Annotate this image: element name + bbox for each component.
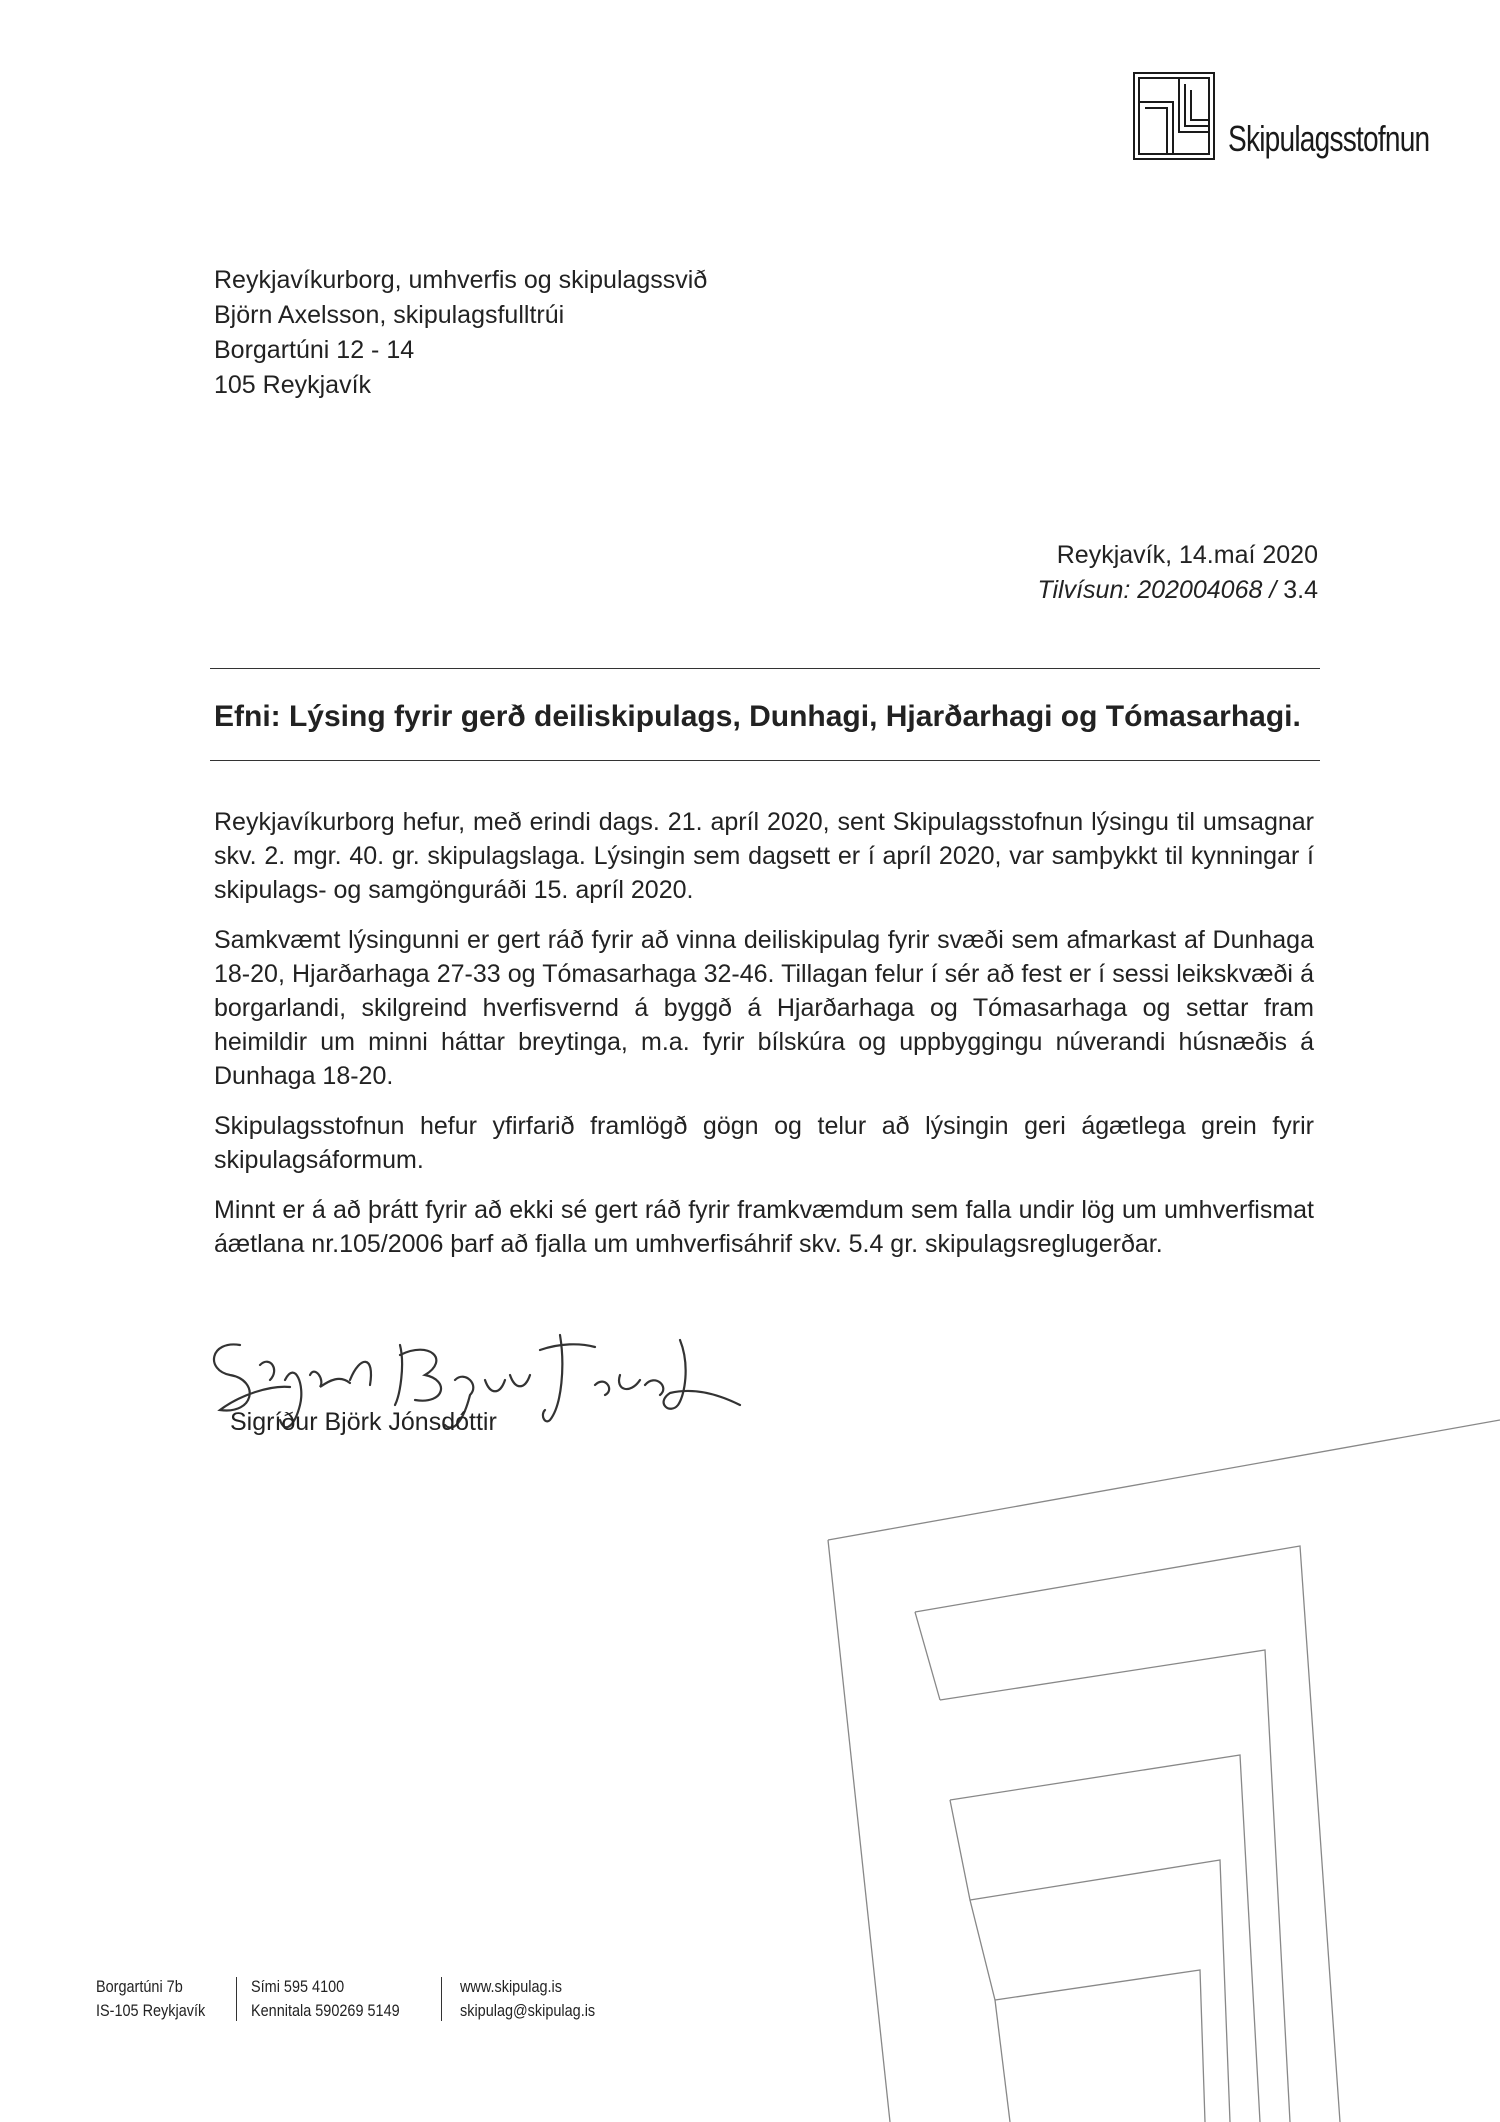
logo-wordmark: Skipulagsstofnun: [1228, 118, 1430, 159]
recipient-line: Björn Axelsson, skipulagsfulltrúi: [214, 301, 565, 329]
footer-phone: Sími 595 4100: [251, 1977, 345, 1996]
footer-address: [96, 1975, 205, 2023]
footer-separator: [441, 1977, 442, 2021]
recipient-line: 105 Reykjavík: [214, 371, 372, 399]
body-paragraph: Samkvæmt lýsingunni er gert ráð fyrir að vinna deiliskipulag fyrir svæði sem afmarkast af Dunhaga 18-20, Hjarðarhaga 27-33 og Tómasarhaga 32-46. Tillagan felur í sér að fest er í sessi leikskvæði á borgarlandi, skilgreind hverfisvernd á byggð á Hjarðarhaga og Tómasarhaga og settar fram heimildir um minni háttar breytinga, m.a. fyrir bílskúra og uppbyggingu núverandi húsnæðis á Dunhaga 18-20.: [214, 926, 1314, 1090]
footer-separator: [236, 1977, 237, 2021]
letter-date: Reykjavík, 14.maí 2020: [1056, 541, 1318, 569]
decorative-logo-watermark-icon: [820, 1380, 1500, 2122]
skipulagsstofnun-logo-icon: [1133, 72, 1215, 160]
handwritten-signature: [200, 1325, 760, 1465]
date-block: [1037, 538, 1318, 608]
footer-kennitala: Kennitala 590269 5149: [251, 2001, 400, 2020]
recipient-line: Borgartúni 12 - 14: [214, 336, 415, 364]
reference-label: Tilvísun: 202004068 /: [1037, 576, 1277, 604]
reference-suffix: 3.4: [1276, 576, 1318, 604]
footer-contact: [251, 1975, 400, 2023]
letter-body: [214, 805, 1314, 1277]
signer-name: Sigríður Björk Jónsdóttir: [230, 1408, 497, 1436]
subject-line: Efni: Lýsing fyrir gerð deiliskipulags, Dunhagi, Hjarðarhagi og Tómasarhagi.: [214, 700, 1301, 733]
body-paragraph: Reykjavíkurborg hefur, með erindi dags. 21. apríl 2020, sent Skipulagsstofnun lýsingu til umsagnar skv. 2. mgr. 40. gr. skipulagslaga. Lýsingin sem dagsett er í apríl 2020, var samþykkt til kynningar í skipulags- og samgönguráði 15. apríl 2020.: [214, 808, 1314, 904]
footer-web: [460, 1975, 595, 2023]
body-paragraph: Skipulagsstofnun hefur yfirfarið framlögð gögn og telur að lýsingin geri ágætlega grein fyrir skipulagsáformum.: [214, 1112, 1314, 1174]
recipient-address: [214, 263, 707, 403]
footer-website-link[interactable]: www.skipulag.is: [460, 1977, 562, 1996]
footer-address-line: IS-105 Reykjavík: [96, 2001, 206, 2020]
subject-top-rule: [210, 668, 1320, 669]
reference-number: [1037, 573, 1318, 608]
footer-address-line: Borgartúni 7b: [96, 1977, 183, 1996]
recipient-line: Reykjavíkurborg, umhverfis og skipulagssvið: [214, 266, 708, 294]
subject-bottom-rule: [210, 760, 1320, 761]
body-paragraph: Minnt er á að þrátt fyrir að ekki sé gert ráð fyrir framkvæmdum sem falla undir lög um umhverfismat áætlana nr.105/2006 þarf að fjalla um umhverfisáhrif skv. 5.4 gr. skipulagsreglugerðar.: [214, 1196, 1314, 1258]
footer-email-link[interactable]: skipulag@skipulag.is: [460, 2001, 596, 2020]
